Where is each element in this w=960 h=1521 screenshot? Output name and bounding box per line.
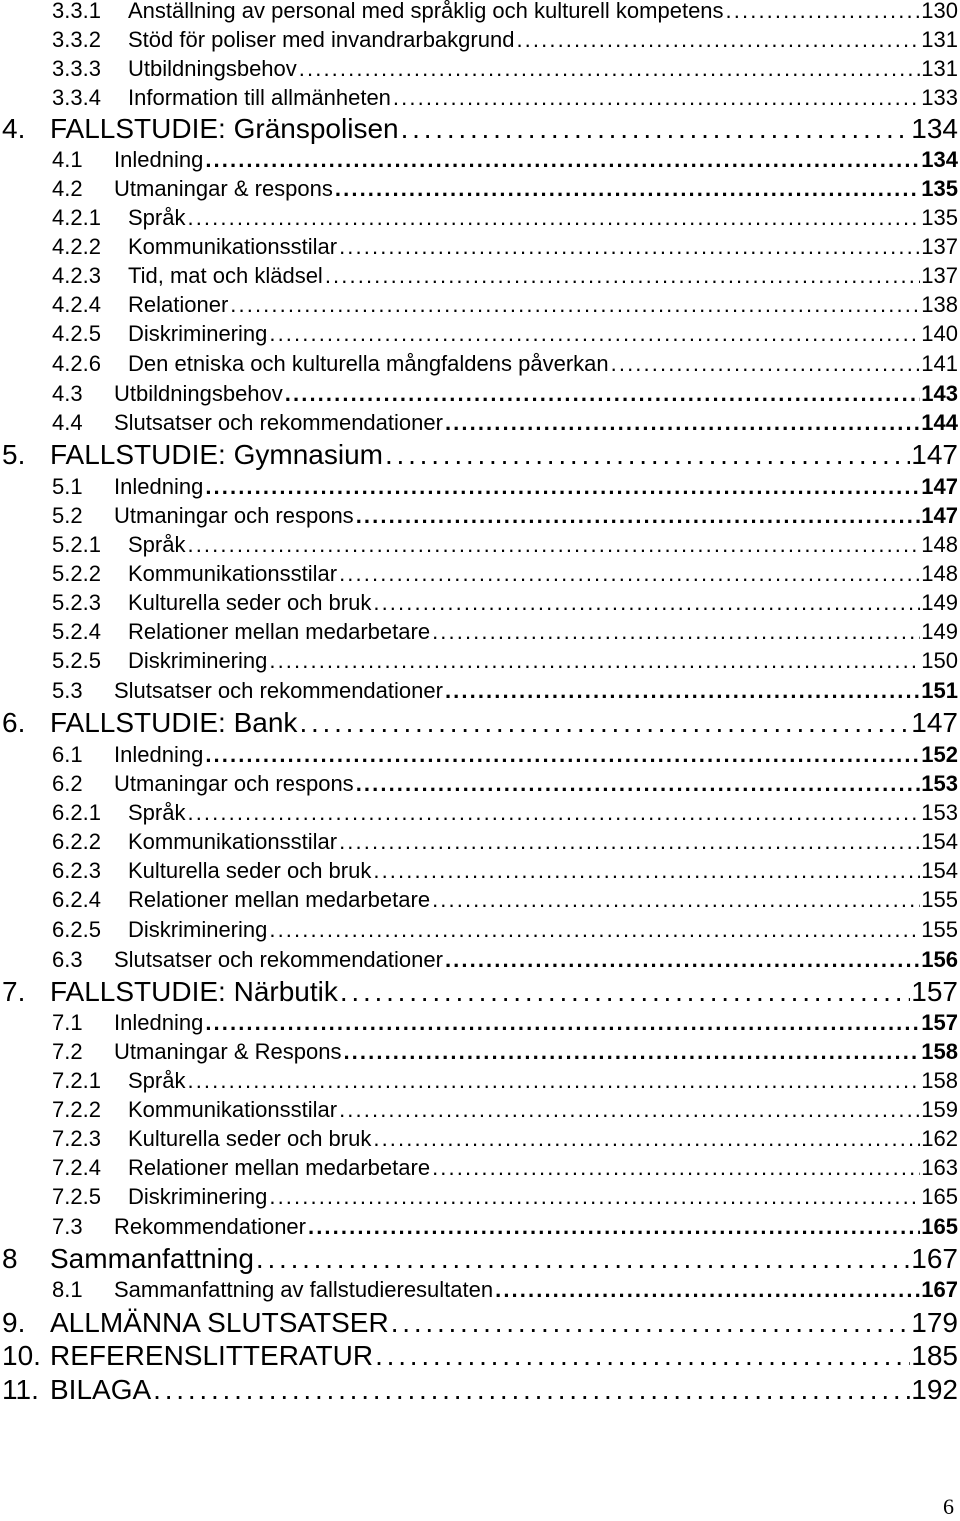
- toc-entry-label: Språk: [128, 532, 186, 557]
- toc-entry-page: 151: [921, 678, 958, 703]
- toc-entry-number: 7.2: [52, 1039, 83, 1064]
- toc-dot-leader: [445, 678, 920, 704]
- toc-entry-label: Relationer mellan medarbetare: [128, 887, 431, 912]
- toc-entry-label: Den etniska och kulturella mångfaldens påverkan: [128, 351, 609, 376]
- toc-entry-number: 6.2.4: [52, 887, 101, 912]
- toc-entry-text: [114, 742, 958, 768]
- toc-entry-page: 147: [911, 707, 958, 738]
- toc-entry[interactable]: [0, 292, 960, 321]
- toc-dot-leader: [187, 532, 920, 558]
- toc-entry-number: 5.2.3: [52, 590, 101, 615]
- toc-entry-text: [114, 1214, 958, 1240]
- toc-dot-leader: [611, 351, 921, 377]
- toc-entry[interactable]: [0, 1214, 960, 1243]
- toc-entry-label: Slutsatser och rekommendationer: [114, 678, 443, 703]
- toc-entry[interactable]: [0, 707, 960, 741]
- toc-entry-label: Stöd för poliser med invandrarbakgrund: [128, 27, 515, 52]
- toc-dot-leader: [285, 381, 921, 407]
- toc-entry-page: 185: [911, 1340, 958, 1371]
- toc-entry[interactable]: [0, 439, 960, 473]
- toc-entry-number: 6.2.3: [52, 858, 101, 883]
- toc-entry-label: Kommunikationsstilar: [128, 1097, 338, 1122]
- toc-entry-label: Utbildningsbehov: [114, 381, 283, 406]
- toc-dot-leader: [373, 1126, 920, 1152]
- toc-dot-leader: [516, 27, 920, 53]
- toc-entry[interactable]: [0, 1307, 960, 1341]
- toc-entry-label: Inledning: [114, 147, 204, 172]
- toc-entry-label: Kulturella seder och bruk: [128, 1126, 372, 1151]
- toc-entry-label: Utbildningsbehov: [128, 56, 297, 81]
- toc-entry[interactable]: [0, 234, 960, 263]
- toc-entry-label: Diskriminering: [128, 917, 268, 942]
- toc-dot-leader: [153, 1374, 910, 1406]
- toc-entry-label: Relationer mellan medarbetare: [128, 619, 431, 644]
- toc-entry[interactable]: [0, 1068, 960, 1097]
- toc-entry-text: [128, 1126, 958, 1152]
- toc-entry-text: [128, 85, 958, 111]
- toc-entry-page: 155: [921, 887, 958, 912]
- toc-entry-number: 4.2.1: [52, 205, 101, 230]
- toc-entry-number: 5.2.5: [52, 648, 101, 673]
- toc-entry[interactable]: [0, 381, 960, 410]
- toc-dot-leader: [299, 707, 910, 739]
- toc-entry[interactable]: [0, 321, 960, 350]
- toc-entry-number: 7.2.5: [52, 1184, 101, 1209]
- toc-entry-label: Språk: [128, 800, 186, 825]
- toc-entry-page: 162: [921, 1126, 958, 1151]
- toc-entry-page: 167: [911, 1243, 958, 1274]
- toc-entry-label: Inledning: [114, 1010, 204, 1035]
- toc-entry-number: 4.2.5: [52, 321, 101, 346]
- toc-entry-text: [128, 0, 958, 24]
- toc-entry-label: Utmaningar & Respons: [114, 1039, 342, 1064]
- toc-entry-text: [128, 27, 958, 53]
- toc-entry-label: Kommunikationsstilar: [128, 829, 338, 854]
- toc-entry-text: [128, 858, 958, 884]
- toc-entry-number: 6.3: [52, 947, 83, 972]
- toc-entry-text: [50, 976, 958, 1008]
- toc-entry-page: 153: [921, 800, 958, 825]
- toc-dot-leader: [401, 113, 911, 145]
- toc-entry-number: 4.2.6: [52, 351, 101, 376]
- toc-entry[interactable]: [0, 474, 960, 503]
- toc-entry-label: Kommunikationsstilar: [128, 234, 338, 259]
- toc-entry-number: 7.2.3: [52, 1126, 101, 1151]
- toc-dot-leader: [205, 474, 920, 500]
- toc-entry-page: 131: [921, 56, 958, 81]
- toc-entry-number: 6.2.5: [52, 917, 101, 942]
- toc-entry-text: [128, 561, 958, 587]
- toc-entry-page: 147: [921, 503, 958, 528]
- toc-entry[interactable]: [0, 561, 960, 590]
- toc-entry-text: [128, 1097, 958, 1123]
- toc-dot-leader: [230, 292, 920, 318]
- toc-entry-page: 158: [921, 1068, 958, 1093]
- toc-dot-leader: [339, 234, 920, 260]
- toc-dot-leader: [385, 439, 910, 471]
- toc-entry-number: 5.2: [52, 503, 83, 528]
- toc-entry-page: 148: [921, 532, 958, 557]
- toc-entry-page: 130: [921, 0, 958, 23]
- toc-entry-number: 6.2.2: [52, 829, 101, 854]
- toc-entry-number: 7.1: [52, 1010, 83, 1035]
- toc-entry-page: 159: [921, 1097, 958, 1122]
- toc-entry-page: 134: [911, 113, 958, 144]
- toc-entry-text: [50, 113, 958, 145]
- toc-dot-leader: [269, 917, 920, 943]
- toc-entry-text: [114, 503, 958, 529]
- toc-entry-text: [114, 771, 958, 797]
- toc-dot-leader: [375, 1340, 910, 1372]
- toc-entry-label: FALLSTUDIE: Gränspolisen: [50, 113, 399, 144]
- toc-entry-label: Slutsatser och rekommendationer: [114, 410, 443, 435]
- toc-entry-text: [50, 1243, 958, 1275]
- toc-dot-leader: [373, 590, 920, 616]
- toc-entry-label: Diskriminering: [128, 1184, 268, 1209]
- toc-entry-label: ALLMÄNNA SLUTSATSER: [50, 1307, 389, 1338]
- toc-entry[interactable]: [0, 1243, 960, 1277]
- toc-entry-text: [128, 619, 958, 645]
- toc-entry-number: 10.: [2, 1340, 41, 1371]
- toc-entry-text: [128, 829, 958, 855]
- toc-entry-number: 6.: [2, 707, 26, 738]
- toc-entry-label: FALLSTUDIE: Bank: [50, 707, 298, 738]
- toc-entry-text: [50, 439, 958, 471]
- toc-entry-page: 140: [921, 321, 958, 346]
- toc-entry[interactable]: [0, 27, 960, 56]
- toc-entry-text: [128, 532, 958, 558]
- toc-entry-label: Språk: [128, 1068, 186, 1093]
- toc-entry-text: [114, 1277, 958, 1303]
- toc-entry-page: 143: [921, 381, 958, 406]
- toc-entry-page: 133: [921, 85, 958, 110]
- toc-dot-leader: [445, 410, 920, 436]
- toc-entry-text: [128, 56, 958, 82]
- toc-dot-leader: [339, 829, 920, 855]
- toc-entry-text: [128, 590, 958, 616]
- toc-entry-page: 150: [921, 648, 958, 673]
- toc-entry-page: 158: [921, 1039, 958, 1064]
- toc-entry-text: [128, 887, 958, 913]
- toc-entry[interactable]: [0, 113, 960, 147]
- toc-entry-text: [128, 1068, 958, 1094]
- toc-entry-text: [114, 410, 958, 436]
- toc-entry-text: [128, 234, 958, 260]
- toc-entry[interactable]: [0, 858, 960, 887]
- toc-entry[interactable]: [0, 619, 960, 648]
- toc-entry-text: [128, 800, 958, 826]
- toc-dot-leader: [339, 1097, 920, 1123]
- toc-entry[interactable]: [0, 1010, 960, 1039]
- toc-dot-leader: [432, 619, 920, 645]
- toc-entry-label: Inledning: [114, 474, 204, 499]
- toc-entry-label: Utmaningar och respons: [114, 771, 354, 796]
- toc-entry-text: [50, 1340, 958, 1372]
- toc-dot-leader: [339, 561, 920, 587]
- toc-entry-page: 155: [921, 917, 958, 942]
- toc-entry-page: 154: [921, 858, 958, 883]
- toc-entry-number: 5.2.1: [52, 532, 101, 557]
- toc-entry[interactable]: [0, 947, 960, 976]
- toc-entry-label: Relationer mellan medarbetare: [128, 1155, 431, 1180]
- toc-entry-page: 149: [921, 590, 958, 615]
- toc-dot-leader: [432, 1155, 920, 1181]
- toc-entry[interactable]: [0, 1039, 960, 1068]
- toc-dot-leader: [325, 263, 920, 289]
- toc-entry-text: [114, 678, 958, 704]
- toc-entry[interactable]: [0, 800, 960, 829]
- toc-entry-page: 154: [921, 829, 958, 854]
- toc-entry-page: 165: [921, 1214, 958, 1239]
- toc-entry[interactable]: [0, 532, 960, 561]
- toc-entry-page: 137: [921, 234, 958, 259]
- toc-entry[interactable]: [0, 147, 960, 176]
- toc-dot-leader: [340, 976, 910, 1008]
- toc-entry-number: 5.: [2, 439, 26, 470]
- toc-entry-page: 157: [921, 1010, 958, 1035]
- toc-entry-text: [128, 351, 958, 377]
- toc-entry-page: 147: [921, 474, 958, 499]
- toc-entry-page: 149: [921, 619, 958, 644]
- toc-dot-leader: [269, 1184, 920, 1210]
- toc-entry-label: Diskriminering: [128, 648, 268, 673]
- toc-entry-number: 5.1: [52, 474, 83, 499]
- toc-entry-page: 131: [921, 27, 958, 52]
- toc-entry-label: FALLSTUDIE: Gymnasium: [50, 439, 383, 470]
- toc-entry-label: Kulturella seder och bruk: [128, 590, 372, 615]
- toc-entry-label: Slutsatser och rekommendationer: [114, 947, 443, 972]
- toc-entry-label: Utmaningar och respons: [114, 503, 354, 528]
- toc-dot-leader: [373, 858, 920, 884]
- toc-entry-page: 135: [921, 176, 958, 201]
- toc-entry[interactable]: [0, 976, 960, 1010]
- toc-entry[interactable]: [0, 678, 960, 707]
- toc-entry-number: 4.2.2: [52, 234, 101, 259]
- toc-entry-page: 153: [921, 771, 958, 796]
- toc-dot-leader: [343, 1039, 920, 1065]
- toc-entry-number: 3.3.1: [52, 0, 101, 23]
- toc-entry-number: 5.2.4: [52, 619, 101, 644]
- toc-entry-number: 8.1: [52, 1277, 83, 1302]
- toc-entry-number: 7.2.4: [52, 1155, 101, 1180]
- toc-dot-leader: [495, 1277, 920, 1303]
- toc-entry-text: [128, 1184, 958, 1210]
- toc-entry-page: 138: [921, 292, 958, 317]
- toc-entry-page: 156: [921, 947, 958, 972]
- toc-entry[interactable]: [0, 1097, 960, 1126]
- toc-entry-text: [114, 1039, 958, 1065]
- toc-entry-text: [128, 321, 958, 347]
- toc-entry-label: Kommunikationsstilar: [128, 561, 338, 586]
- toc-entry-number: 4.3: [52, 381, 83, 406]
- toc-entry-number: 6.2: [52, 771, 83, 796]
- toc-entry-page: 157: [911, 976, 958, 1007]
- toc-entry-number: 3.3.4: [52, 85, 101, 110]
- toc-entry[interactable]: [0, 1340, 960, 1374]
- toc-dot-leader: [205, 1010, 920, 1036]
- toc-entry-text: [50, 1374, 958, 1406]
- toc-entry[interactable]: [0, 887, 960, 916]
- toc-entry-text: [128, 292, 958, 318]
- toc-dot-leader: [356, 771, 921, 797]
- toc-entry-text: [114, 1010, 958, 1036]
- toc-dot-leader: [391, 1307, 911, 1339]
- toc-dot-leader: [335, 176, 920, 202]
- toc-entry-text: [128, 205, 958, 231]
- toc-entry[interactable]: [0, 85, 960, 114]
- toc-entry[interactable]: [0, 742, 960, 771]
- toc-entry[interactable]: [0, 648, 960, 677]
- toc-dot-leader: [187, 1068, 920, 1094]
- toc-entry-page: 163: [921, 1155, 958, 1180]
- toc-entry-number: 4.2: [52, 176, 83, 201]
- toc-entry[interactable]: [0, 1374, 960, 1408]
- toc-dot-leader: [445, 947, 920, 973]
- toc-entry-label: Sammanfattning av fallstudieresultaten: [114, 1277, 494, 1302]
- toc-entry-text: [114, 176, 958, 202]
- toc-entry-page: 141: [921, 351, 958, 376]
- toc-entry-page: 148: [921, 561, 958, 586]
- toc-entry-text: [114, 147, 958, 173]
- toc-entry[interactable]: [0, 263, 960, 292]
- toc-dot-leader: [187, 205, 920, 231]
- toc-entry-number: 4.: [2, 113, 26, 144]
- toc-entry-number: 7.2.2: [52, 1097, 101, 1122]
- toc-dot-leader: [726, 0, 921, 24]
- toc-dot-leader: [432, 887, 920, 913]
- toc-entry[interactable]: [0, 829, 960, 858]
- toc-entry-page: 152: [921, 742, 958, 767]
- toc-entry[interactable]: [0, 771, 960, 800]
- toc-entry[interactable]: [0, 176, 960, 205]
- toc-entry[interactable]: [0, 1155, 960, 1184]
- toc-entry-text: [50, 707, 958, 739]
- toc-dot-leader: [269, 648, 920, 674]
- toc-entry-number: 6.2.1: [52, 800, 101, 825]
- toc-dot-leader: [299, 56, 921, 82]
- toc-entry-label: Sammanfattning: [50, 1243, 254, 1274]
- toc-entry-text: [128, 1155, 958, 1181]
- toc-entry-number: 3.3.2: [52, 27, 101, 52]
- toc-dot-leader: [205, 147, 920, 173]
- toc-entry-text: [128, 648, 958, 674]
- toc-entry-label: Information till allmänheten: [128, 85, 391, 110]
- toc-entry-number: 4.1: [52, 147, 83, 172]
- toc-entry-text: [114, 474, 958, 500]
- toc-entry[interactable]: [0, 351, 960, 380]
- toc-entry-page: 192: [911, 1374, 958, 1405]
- toc-dot-leader: [308, 1214, 920, 1240]
- toc-entry-number: 6.1: [52, 742, 83, 767]
- toc-entry[interactable]: [0, 1126, 960, 1155]
- toc-entry-label: Språk: [128, 205, 186, 230]
- toc-entry-label: Relationer: [128, 292, 229, 317]
- toc-entry-page: 165: [921, 1184, 958, 1209]
- toc-entry-page: 135: [921, 205, 958, 230]
- toc-entry[interactable]: [0, 205, 960, 234]
- toc-entry-page: 137: [921, 263, 958, 288]
- toc-entry-number: 7.2.1: [52, 1068, 101, 1093]
- toc-entry-number: 7.: [2, 976, 26, 1007]
- page-number: 6: [943, 1494, 954, 1519]
- toc-dot-leader: [205, 742, 920, 768]
- toc-entry-number: 3.3.3: [52, 56, 101, 81]
- toc-entry-number: 4.2.4: [52, 292, 101, 317]
- toc-entry[interactable]: [0, 503, 960, 532]
- toc-dot-leader: [356, 503, 921, 529]
- toc-entry-label: Inledning: [114, 742, 204, 767]
- toc-entry-number: 5.2.2: [52, 561, 101, 586]
- toc-entry-number: 5.3: [52, 678, 83, 703]
- toc-entry-label: Diskriminering: [128, 321, 268, 346]
- toc-entry-page: 167: [921, 1277, 958, 1302]
- toc-entry-number: 7.3: [52, 1214, 83, 1239]
- toc-entry-label: BILAGA: [50, 1374, 152, 1405]
- toc-entry-label: Rekommendationer: [114, 1214, 306, 1239]
- toc-entry-label: FALLSTUDIE: Närbutik: [50, 976, 338, 1007]
- toc-entry-number: 4.2.3: [52, 263, 101, 288]
- toc-entry-label: Kulturella seder och bruk: [128, 858, 372, 883]
- toc-entry[interactable]: [0, 1184, 960, 1213]
- toc-entry[interactable]: [0, 56, 960, 85]
- toc-entry-text: [50, 1307, 958, 1339]
- toc-dot-leader: [256, 1243, 910, 1275]
- toc-entry[interactable]: [0, 1277, 960, 1306]
- toc-entry[interactable]: [0, 410, 960, 439]
- toc-entry-label: REFERENSLITTERATUR: [50, 1340, 374, 1371]
- toc-entry[interactable]: [0, 0, 960, 27]
- toc-entry-label: Utmaningar & respons: [114, 176, 333, 201]
- toc-entry-number: 11.: [2, 1374, 39, 1405]
- toc-entry-page: 134: [921, 147, 958, 172]
- toc-entry-text: [128, 263, 958, 289]
- toc-entry-number: 4.4: [52, 410, 83, 435]
- toc-entry-text: [128, 917, 958, 943]
- toc-entry-text: [114, 947, 958, 973]
- toc-entry[interactable]: [0, 590, 960, 619]
- toc-entry-label: Tid, mat och klädsel: [128, 263, 323, 288]
- toc-entry-text: [114, 381, 958, 407]
- toc-dot-leader: [269, 321, 920, 347]
- toc-entry-number: 8: [2, 1243, 18, 1274]
- toc-entry[interactable]: [0, 917, 960, 946]
- toc-entry-label: Anställning av personal med språklig och kulturell kompetens: [128, 0, 724, 23]
- toc-dot-leader: [187, 800, 920, 826]
- toc-entry-page: 179: [911, 1307, 958, 1338]
- toc-entry-page: 144: [921, 410, 958, 435]
- toc-dot-leader: [393, 85, 920, 111]
- toc-entry-page: 147: [911, 439, 958, 470]
- toc-entry-number: 9.: [2, 1307, 26, 1338]
